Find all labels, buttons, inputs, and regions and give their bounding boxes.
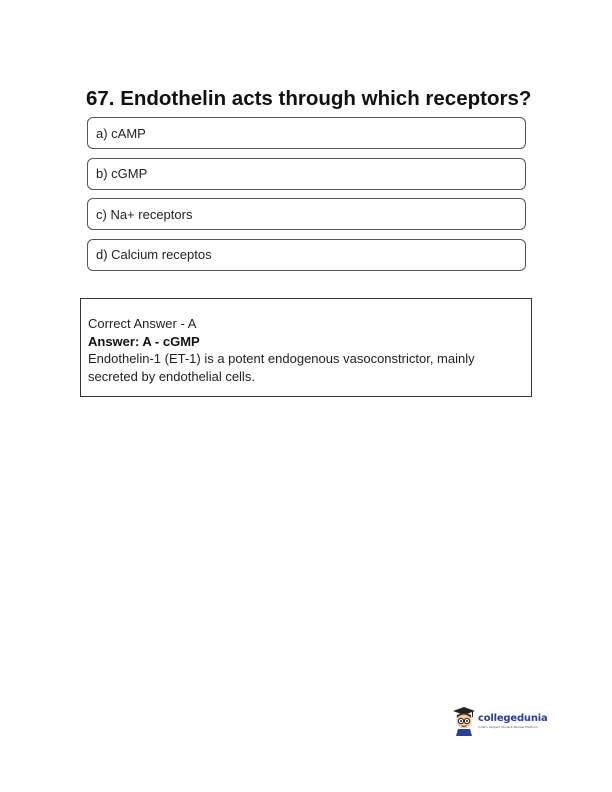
options-list <box>87 117 526 279</box>
option-d[interactable]: d) Calcium receptos <box>87 239 526 271</box>
logo-tagline: India's Largest Student Review Platform <box>478 724 538 729</box>
answer-box <box>80 298 532 397</box>
option-c[interactable]: c) Na+ receptors <box>87 198 526 230</box>
question-title: 67. Endothelin acts through which receptors? <box>86 87 532 110</box>
graduate-mascot-icon <box>452 706 476 736</box>
answer-explanation: Endothelin-1 (ET-1) is a potent endogenous vasoconstrictor, mainly secreted by endothelial cells. <box>88 351 475 384</box>
correct-answer-line: Correct Answer - A <box>88 316 197 331</box>
collegedunia-logo <box>452 704 556 738</box>
option-b[interactable]: b) cGMP <box>87 158 526 190</box>
logo-name: collegedunia <box>478 712 548 724</box>
option-a[interactable]: a) cAMP <box>87 117 526 149</box>
answer-line: Answer: A - cGMP <box>88 333 200 349</box>
